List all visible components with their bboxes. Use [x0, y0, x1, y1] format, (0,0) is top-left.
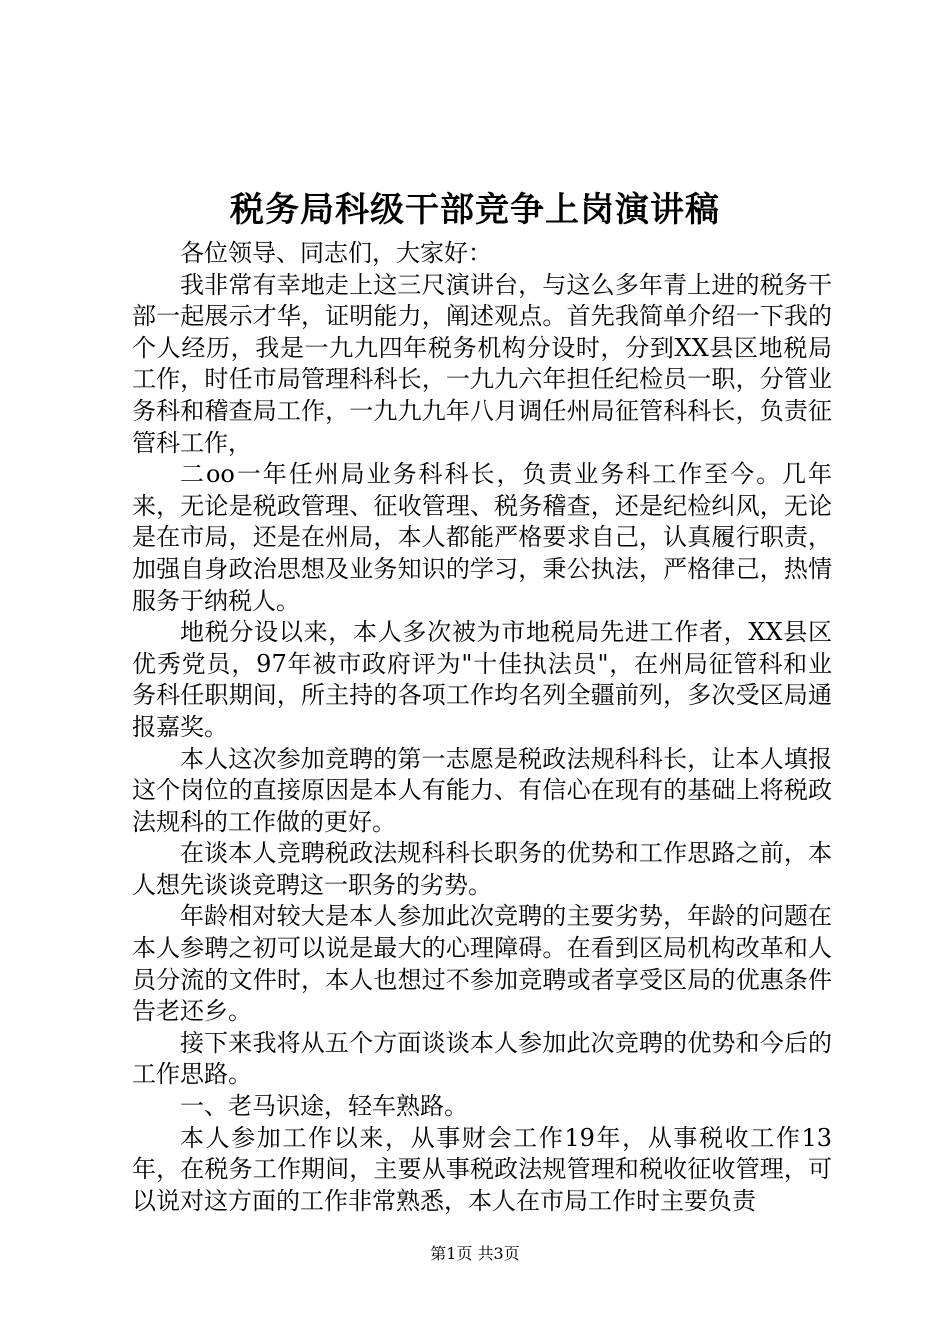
paragraph-section-one-heading: 一、老马识途，轻车熟路。	[180, 1092, 468, 1121]
paragraph-five-aspects: 接下来我将从五个方面谈谈本人参加此次竞聘的优势和今后的工作思路。	[132, 1028, 832, 1089]
document-title: 税务局科级干部竞争上岗演讲稿	[230, 190, 720, 230]
paragraph-first-choice: 本人这次参加竞聘的第一志愿是税政法规科科长，让本人填报这个岗位的直接原因是本人有能力、有信心在现有的基础上将税政法规科的工作做的更好。	[132, 744, 832, 836]
paragraph-career: 二oo一年任州局业务科科长，负责业务科工作至今。几年来，无论是税政管理、征收管理、税务稽查，还是纪检纠风，无论是在市局，还是在州局，本人都能严格要求自己，认真履行职责，加强自身政治思想及业务知识的学习，秉公执法，严格律己，热情服务于纳税人。	[132, 460, 832, 615]
paragraph-age: 年龄相对较大是本人参加此次竞聘的主要劣势，年龄的问题在本人参聘之初可以说是最大的心理障碍。在看到区局机构改革和人员分流的文件时，本人也想过不参加竞聘或者享受区局的优惠条件告老还乡。	[132, 902, 832, 1026]
paragraph-greeting: 各位领导、同志们，大家好：	[180, 239, 492, 267]
paragraph-honors: 地税分设以来，本人多次被为市地税局先进工作者，XX县区优秀党员，97年被市政府评为"十佳执法员"，在州局征管科和业务科任职期间，所主持的各项工作均名列全疆前列，多次受区局通报嘉奖。	[132, 618, 832, 741]
paragraph-introduction: 我非常有幸地走上这三尺演讲台，与这么多年青上进的税务干部一起展示才华，证明能力，阐述观点。首先我简单介绍一下我的个人经历，我是一九九四年税务机构分设时，分到XX县区地税局工作，时任市局管理科科长，一九九六年担任纪检员一职，分管业务科和稽查局工作，一九九九年八月调任州局征管科科长，负责征管科工作，	[132, 270, 832, 457]
document-body	[132, 238, 832, 1217]
paragraph-weakness-intro: 在谈本人竞聘税政法规科科长职务的优势和工作思路之前，本人想先谈谈竞聘这一职务的劣势。	[132, 839, 832, 899]
paragraph-experience: 本人参加工作以来，从事财会工作19年，从事税收工作13年，在税务工作期间，主要从事税政法规管理和税收征收管理，可以说对这方面的工作非常熟悉，本人在市局工作时主要负责	[132, 1123, 832, 1215]
page-footer: 第1页 共3页	[430, 1244, 520, 1263]
